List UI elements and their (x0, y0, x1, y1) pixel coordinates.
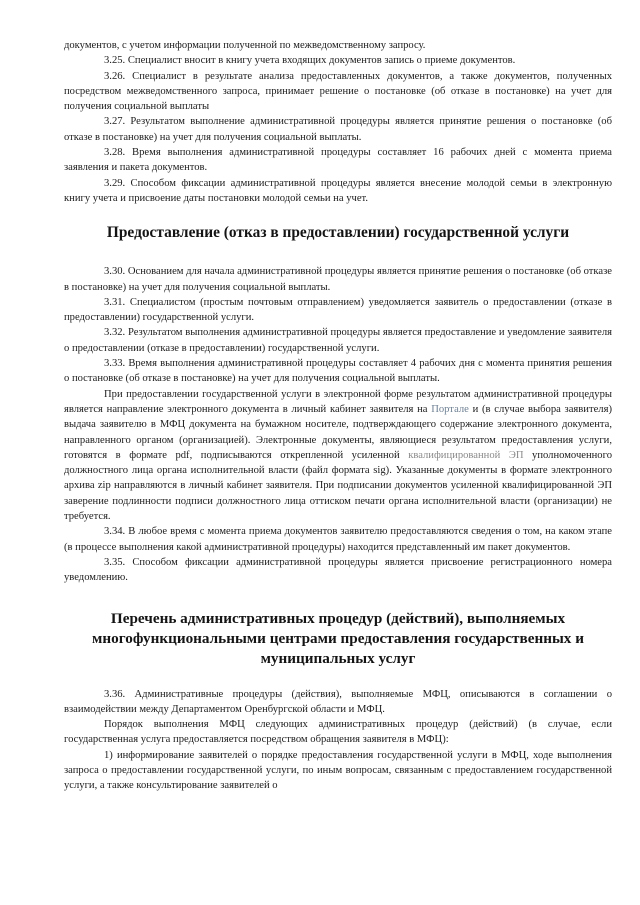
paragraph-3-33: 3.33. Время выполнения административной процедуры составляет 4 рабочих дня с момента принятия решения о постановке (об отказе в постановке) на учет для получения социальной выплаты. (64, 358, 612, 385)
electronic-text-part-1: При предоставлении государственной услуги в электронной форме результатом административной процедуры является направление электронного документа в личный кабинет заявителя на (64, 388, 612, 415)
section-service-provision (64, 264, 612, 585)
paragraph-3-31: 3.31. Специалистом (простым почтовым отправлением) уведомляется заявитель о предоставлении (отказе в предоставлении) государственной услуги. (64, 296, 612, 324)
paragraph-3-35: 3.35. Способом фиксации административной процедуры является присвоение регистрационного номера уведомлению. (64, 556, 612, 584)
document-page (64, 38, 612, 794)
paragraph-3-36: 3.36. Административные процедуры (действия), выполняемые МФЦ, описываются в соглашении о взаимодействии между Департаментом Оренбургской области и МФЦ. (64, 688, 612, 715)
paragraph-mfc-order: Порядок выполнения МФЦ следующих административных процедур (действий) (в случае, если государственная услуга предоставляется посредством обращения заявителя в МФЦ): (64, 719, 612, 746)
paragraph-3-27: 3.27. Результатом выполнение административной процедуры является принятие решения о постановке (об отказе в постановке) на учет для получения социальной выплаты. (64, 116, 612, 143)
paragraph-continuation: документов, с учетом информации полученной по межведомственному запросу. (64, 40, 426, 51)
electronic-text-part-2: и (в случае выбора заявителя) выдача заявителю в МФЦ документа на бумажном носителе, подтверждающего содержание электронного документа, направленного органом (организацией). Электронные документы, являющиеся результатом предоставления услуги, готовятся в формате pdf, подписываются открепленной усиленной (64, 403, 612, 461)
section-heading-mfc-procedures: Перечень административных процедур (действий), выполняемых многофункциональными центрами предоставления государственных и муниципальных услуг (92, 609, 584, 667)
section-mfc-procedures (64, 687, 612, 794)
paragraph-electronic-form (64, 387, 612, 525)
paragraph-3-29: 3.29. Способом фиксации административной процедуры является внесение молодой семьи в электронную книгу учета и присвоение даты постановки молодой семьи на учет. (64, 177, 612, 204)
qualified-signature-term: квалифицированной ЭП (408, 449, 524, 461)
section-heading-service-provision: Предоставление (отказ в предоставлении) государственной услуги (106, 224, 570, 242)
paragraph-3-34: 3.34. В любое время с момента приема документов заявителю предоставляются сведения о том, на каком этапе (в процессе выполнения какой административной процедуры) находится представленный им пакет документов. (64, 526, 612, 553)
paragraph-3-30: 3.30. Основанием для начала административной процедуры является принятие решения о постановке (об отказе в постановке) на учет для получения социальной выплаты. (64, 266, 612, 293)
paragraph-3-26: 3.26. Специалист в результате анализа предоставленных документов, а также документов, полученных посредством межведомственного запроса, принимает решение о постановке (об отказе в постановке) на учет для получения социальной выплаты (64, 70, 612, 113)
portal-term: Портале (431, 403, 469, 415)
section-application-review (64, 38, 612, 206)
electronic-text-part-3: уполномоченного должностного лица органа исполнительной власти (файл формата sig). Указанные документы в формате электронного архива zip направляются в личный кабинет заявителя. При подписании документов усиленной квалифицированной ЭП заверение подлинности подписи должностного лица оттиском печати органа исполнительной власти (организации) не требуется. (64, 449, 612, 523)
paragraph-list-item-1: 1) информирование заявителей о порядке предоставления государственной услуги в МФЦ, ходе выполнения запроса о предоставлении государственной услуги, по иным вопросам, связанным с предоставлением государственной услуги, а также консультирование заявителей о (64, 749, 612, 792)
paragraph-3-32: 3.32. Результатом выполнения административной процедуры является предоставление и уведомление заявителя о предоставлении (отказе в предоставлении) государственной услуги. (64, 327, 612, 354)
paragraph-3-28: 3.28. Время выполнения административной процедуры составляет 16 рабочих дней с момента приема заявления и пакета документов. (64, 147, 612, 174)
paragraph-3-25: 3.25. Специалист вносит в книгу учета входящих документов запись о приеме документов. (104, 55, 516, 67)
